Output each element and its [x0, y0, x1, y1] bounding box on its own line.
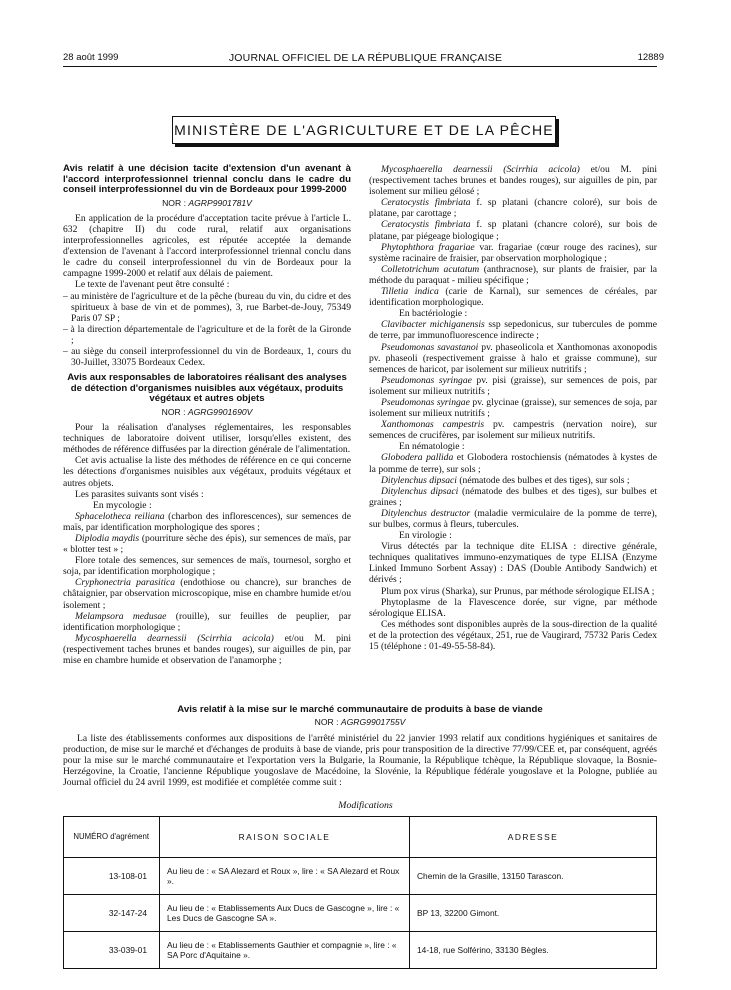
paragraph: Les parasites suivants sont visés : — [75, 488, 204, 500]
list-item: Colletotrichum acutatum (anthracnose), sur plants de fraisier, par la méthode du paraquat - milieu spécifique ; — [369, 263, 657, 286]
avis2-nor — [63, 407, 351, 418]
cell-adresse: BP 13, 32200 Gimont. — [410, 895, 657, 932]
paragraph: La liste des établissements conformes aux dispositions de l'arrêté ministériel du 22 janvier 1993 relatif aux conditions hygiéniques et sanitaires de production, de mise sur le marché et d'échanges de produits à base de viande, pris pour transposition de la directive 77/99/CEE et, par conséquent, agréés pour la mise sur le marché communautaire et l'exportation vers la Bulgarie, la Roumanie, la République tchèque, la République slovaque, la Bosnie-Herzégovine, la Croatie, l'ancienne République yougoslave de Macédoine, la Slovénie, la République fédérale yougoslave et la Pologne, publiée au Journal officiel du 24 avril 1999, est modifiée et complétée comme suit : — [63, 733, 657, 789]
page-number: 12889 — [637, 52, 664, 63]
list-item: Pseudomonas syringae pv. pisi (graisse), sur semences de pois, par isolement sur milieux nutritifs ; — [369, 374, 657, 397]
avis3-nor — [63, 717, 657, 727]
table-row — [64, 932, 657, 969]
cell-number: 33-039-01 — [64, 932, 160, 969]
nor-label: NOR : — [314, 717, 339, 727]
avis3-title: Avis relatif à la mise sur le marché communautaire de produits à base de viande — [177, 704, 543, 715]
list-item: Phytophthora fragariae var. fragariae (cœur rouge des racines), sur système racinaire de fraisier, par observation morphologique ; — [369, 241, 657, 264]
list-item: Mycosphaerella dearnessii (Scirrhia acicola) et/ou M. pini (respectivement taches brunes et bandes rouges), sur aiguilles de pin, par isolement sur milieu gélosé ; — [369, 164, 657, 198]
right-column — [369, 164, 657, 652]
header-rule — [63, 66, 657, 67]
cell-raison: Au lieu de : « SA Alezard et Roux », lire : « SA Alezard et Roux ». — [160, 858, 410, 895]
avis3 — [63, 704, 657, 788]
nor-label: NOR : — [162, 197, 186, 208]
section-heading: En nématologie : — [399, 441, 465, 453]
species: Cryphonectria parasitica — [75, 577, 176, 589]
paragraph: Cet avis actualise la liste des méthodes de référence en ce qui concerne les détections d'organismes nuisibles aux végétaux, produits végétaux et autres objets. — [63, 455, 351, 489]
table-row — [64, 858, 657, 895]
col-header-adresse: ADRESSE — [410, 817, 657, 858]
nor-code: AGRG9901755V — [340, 717, 406, 727]
section-heading: En bactériologie : — [399, 308, 468, 320]
list-item: Mycosphaerella dearnessii (Scirrhia acicola) et/ou M. pini (respectivement taches brunes et bandes rouges), sur aiguilles de pin, par mise en chambre humide et observation de l'anamorphe ; — [63, 632, 351, 667]
cell-number: 13-108-01 — [64, 858, 160, 895]
establishments-table — [63, 816, 657, 969]
header-date: 28 août 1999 — [63, 52, 119, 63]
cell-adresse: Chemin de la Grasille, 13150 Tarascon. — [410, 858, 657, 895]
modifications-heading: Modifications — [338, 800, 393, 811]
list-item: Pseudomonas syringae pv. glycinae (graisse), sur semences de soja, par isolement sur milieux nutritifs ; — [369, 396, 658, 420]
cell-number: 32-147-24 — [64, 895, 160, 932]
list-item: Flore totale des semences, sur semences de maïs, tournesol, sorgho et soja, par identification morphologique ; — [63, 555, 351, 578]
species: Mycosphaerella dearnessii (Scirrhia acicola) — [75, 632, 274, 644]
col-header-number: NUMÉRO d'agrément — [64, 817, 160, 858]
list-item: Ditylenchus dipsaci (nématode des bulbes et des tiges), sur sols ; — [381, 474, 630, 486]
col-header-raison: RAISON SOCIALE — [160, 817, 410, 858]
list-item: Xanthomonas campestris pv. campestris (nervation noire), sur semences de crucifères, par isolement sur milieux nutritifs. — [369, 419, 658, 442]
cell-raison: Au lieu de : « Etablissements Aux Ducs de Gascogne », lire : « Les Ducs de Gascogne SA ». — [160, 895, 410, 932]
section-heading: En virologie : — [399, 530, 452, 542]
avis1-title: Avis relatif à une décision tacite d'extension d'un avenant à l'accord interprofessionnel triennal conclu dans le cadre du conseil interprofessionnel du vin de Bordeaux pour 1999-2000 — [63, 163, 351, 196]
list-item: Ceratocystis fimbriata f. sp platani (chancre coloré), sur bois de platane, par carottage ; — [369, 197, 657, 220]
left-column — [63, 164, 351, 666]
list-item: Ceratocystis fimbriata f. sp platani (chancre coloré), sur bois de platane, par piégeage biologique ; — [369, 219, 657, 242]
list-item: Virus détectés par la technique dite ELISA : directive générale, techniques qualitatives immuno-enzymatiques de type ELISA (Enzyme Linked Immuno Sorbent Assay) : DAS (Double Antibody Sandwich) et dérivés ; — [369, 541, 657, 586]
list-item: Tilletia indica (carie de Karnal), sur semences de céréales, par identification morphologique. — [369, 286, 657, 309]
species: Diplodia maydis — [75, 533, 140, 544]
list-item: Sphacelotheca reiliana (charbon des inflorescences), sur semences de maïs, par identification morphologique des spores ; — [63, 510, 351, 533]
nor-code: AGRG9901690V — [187, 406, 253, 417]
table-header-row — [64, 817, 657, 858]
list-item: Plum pox virus (Sharka), sur Prunus, par méthode sérologique ELISA ; — [381, 585, 655, 597]
nor-label: NOR : — [161, 406, 186, 417]
species: Sphacelotheca reiliana — [75, 510, 165, 522]
list-item: Pseudomonas savastanoi pv. phaseolicola et Xanthomonas axonopodis pv. phaseoli (respectivement graisse à halo et graisse commune), sur semences de haricot, par isolement sur milieux nutritifs ; — [369, 341, 658, 375]
cell-adresse: 14-18, rue Solférino, 33130 Bègles. — [410, 932, 657, 969]
ministry-box: MINISTÈRE DE L'AGRICULTURE ET DE LA PÊCHE — [172, 116, 556, 144]
list-item: – au ministère de l'agriculture et de la pêche (bureau du vin, du cidre et des spiritueux à base de vin et de pommes), 3, rue Barbet-de-Jouy, 75349 Paris 07 SP ; — [63, 290, 351, 324]
list-item: Cryphonectria parasitica (endothiose ou chancre), sur branches de châtaignier, par observation microscopique, mise en chambre humide et/ou isolement ; — [63, 577, 351, 611]
avis2-title: Avis aux responsables de laboratoires réalisant des analyses de détection d'organismes nuisibles aux végétaux, produits végétaux et autres objets — [67, 372, 347, 405]
list-item: Diplodia maydis (pourriture sèche des épis), sur semences de maïs, par « blotter test » ; — [63, 533, 351, 556]
list-item: Phytoplasme de la Flavescence dorée, sur vigne, par méthode sérologique ELISA. — [369, 596, 657, 619]
list-item: Ditylenchus dipsaci (nématode des bulbes et des tiges), sur bulbes et graines ; — [369, 485, 657, 508]
cell-raison: Au lieu de : « Etablissements Gauthier et compagnie », lire : « SA Porc d'Aquitaine ». — [160, 932, 410, 969]
paragraph: En application de la procédure d'acceptation tacite prévue à l'article L. 632 (chapitre II) du code rural, relatif aux organisations interprofessionnelles agricoles, est réputée acceptée la demande d'extension de l'avenant à l'accord interprofessionnel triennal conclu dans le cadre du conseil interprofessionnel du vin de Bordeaux pour la campagne 1999-2000 et relatif aux délais de paiement. — [63, 212, 351, 280]
myco-list — [63, 511, 351, 666]
section-heading: En mycologie : — [93, 499, 152, 511]
closing-paragraph: Ces méthodes sont disponibles auprès de la sous-direction de la qualité et de la protection des végétaux, 251, rue de Vaugirard, 75732 Paris Cedex 15 (téléphone : 01-49-55-58-84). — [369, 618, 657, 653]
nor-code: AGRP9901781V — [188, 197, 252, 208]
paragraph: Le texte de l'avenant peut être consulté : — [75, 279, 230, 291]
list-item: Melampsora medusae (rouille), sur feuilles de peuplier, par identification morphologique ; — [63, 610, 352, 633]
list-item: Globodera pallida et Globodera rostochiensis (nématodes à kystes de la pomme de terre), sur sols ; — [369, 452, 657, 475]
list-item: Clavibacter michiganensis ssp sepedonicus, sur tubercules de pomme de terre, par immunofluorescence indirecte ; — [369, 319, 657, 342]
table-row — [64, 895, 657, 932]
journal-title: JOURNAL OFFICIEL DE LA RÉPUBLIQUE FRANÇAISE — [228, 52, 503, 64]
list-item: – à la direction départementale de l'agriculture et de la forêt de la Gironde ; — [63, 323, 351, 346]
species: Melampsora medusae — [75, 610, 167, 622]
avis1-nor — [63, 198, 351, 209]
list-item: – au siège du conseil interprofessionnel du vin de Bordeaux, 1, cours du 30-Juillet, 33075 Bordeaux Cedex. — [63, 346, 351, 369]
paragraph: Pour la réalisation d'analyses réglementaires, les responsables techniques de laboratoire doivent utiliser, lorsqu'elles existent, des méthodes de référence diffusées par la direction générale de l'alimentation. — [63, 422, 351, 456]
list-item: Ditylenchus destructor (maladie vermiculaire de la pomme de terre), sur bulbes, cormus à fleurs, tubercules. — [369, 507, 657, 530]
